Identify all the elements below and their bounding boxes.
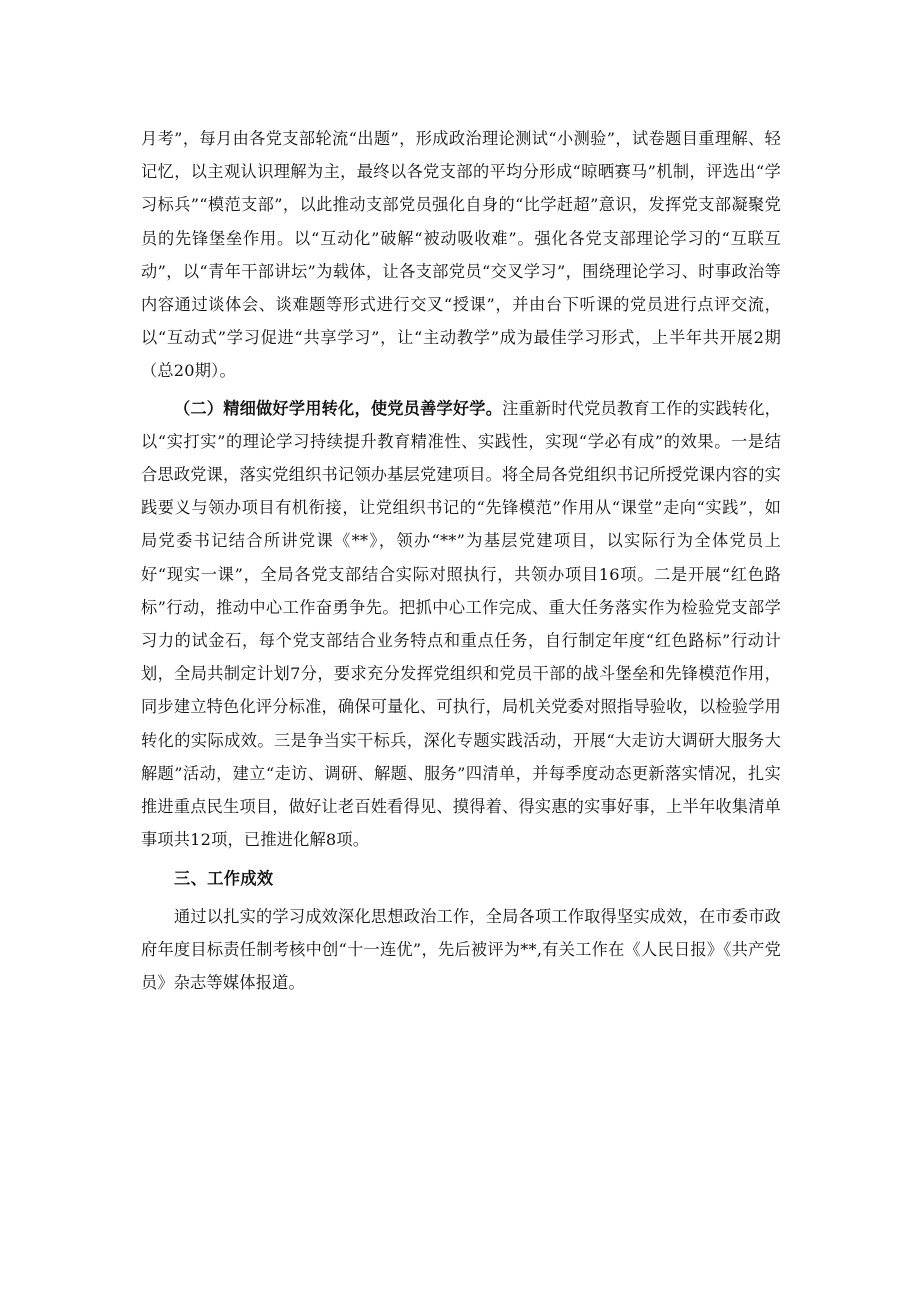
paragraph-text: 月考”，每月由各党支部轮流“出题”，形成政治理论测试“小测验”，试卷题目重理解、轻记忆，以主观认识理解为主，最终以各党支部的平均分形成“晾晒赛马”机制，评选出“学习标兵”“模范支部”，以此推动支部党员强化自身的“比学赶超”意识，发挥党支部凝聚党员的先锋堡垒作用。以“互动化”破解“被动吸收难”。强化各党支部理论学习的“互联互动”，以“青年干部讲坛”为载体，让各支部党员“交叉学习”，围绕理论学习、时事政治等内容通过谈体会、谈难题等形式进行交叉“授课”，并由台下听课的党员进行点评交流，以“互动式”学习促进“共享学习”，让“主动教学”成为最佳学习形式，上半年共开展2期（总20期）。	[141, 129, 781, 381]
paragraph-subsection-two	[141, 392, 781, 857]
document-page	[141, 122, 781, 999]
subsection-heading: （二）精细做好学用转化，使党员善学好学。	[174, 398, 503, 418]
paragraph-text: 通过以扎实的学习成效深化思想政治工作，全局各项工作取得坚实成效，在市委市政府年度目标责任制考核中创“十一连优”，先后被评为**,有关工作在《人民日报》《共产党员》杂志等媒体报道。	[141, 906, 781, 993]
paragraph-results	[141, 900, 781, 1000]
section-heading: 三、工作成效	[174, 869, 274, 889]
paragraph-continued	[141, 122, 781, 388]
paragraph-text: 注重新时代党员教育工作的实践转化，以“实打实”的理论学习持续提升教育精准性、实践性，实现“学必有成”的效果。一是结合思政党课，落实党组织书记领办基层党建项目。将全局各党组织书记所授党课内容的实践要义与领办项目有机衔接，让党组织书记的“先锋模范”作用从“课堂”走向“实践”，如局党委书记结合所讲党课《**》，领办“**”为基层党建项目，以实际行为全体党员上好“现实一课”，全局各党支部结合实际对照执行，共领办项目16项。二是开展“红色路标”行动，推动中心工作奋勇争先。把抓中心工作完成、重大任务落实作为检验党支部学习力的试金石，每个党支部结合业务特点和重点任务，自行制定年度“红色路标”行动计划，全局共制定计划7分，要求充分发挥党组织和党员干部的战斗堡垒和先锋模范作用，同步建立特色化评分标准，确保可量化、可执行，局机关党委对照指导验收，以检验学用转化的实际成效。三是争当实干标兵，深化专题实践活动，开展“大走访大调研大服务大解题”活动，建立“走访、调研、解题、服务”四清单，并每季度动态更新落实情况，扎实推进重点民生项目，做好让老百姓看得见、摸得着、得实惠的实事好事，上半年收集清单事项共12项，已推进化解8项。	[141, 398, 782, 850]
